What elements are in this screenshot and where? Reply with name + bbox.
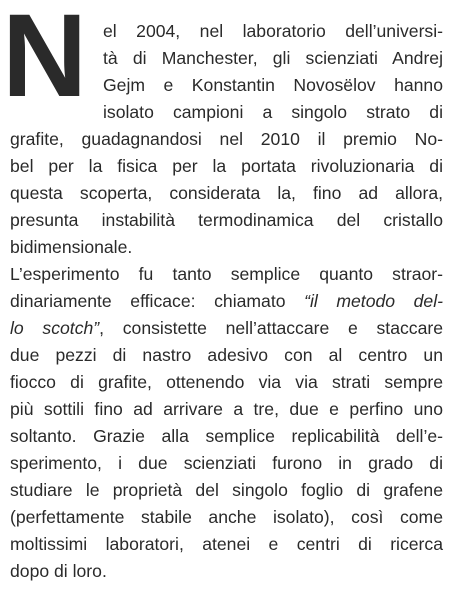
paragraph-1-line-1: el 2004, nel laboratorio dell’universi- — [103, 21, 443, 41]
paragraph-2-line-6: più sottili fino ad arrivare a tre, due e perfino uno — [10, 399, 443, 419]
paragraph-2-line-1: L’esperimento fu tanto semplice quanto straor- — [10, 264, 443, 284]
paragraph-2-line-3 — [10, 317, 443, 340]
paragraph-1-line-3: Gejm e Konstantin Novosëlov hanno — [103, 75, 443, 95]
paragraph-1-line-7: questa scoperta, considerata la, fino ad allora, — [10, 183, 443, 203]
paragraph-1-line-9: bidimensionale. — [10, 237, 133, 257]
paragraph-2-line-2 — [10, 290, 443, 313]
paragraph-2-line-8: sperimento, i due scienziati furono in grado di — [10, 453, 443, 473]
paragraph-2-line-12: dopo di loro. — [10, 561, 107, 581]
paragraph-2-line-9: studiare le proprietà del singolo foglio di grafene — [10, 480, 443, 500]
method-name-part-1: “il metodo del- — [304, 291, 443, 311]
paragraph-2-line-4: due pezzi di nastro adesivo con al centro un — [10, 345, 443, 365]
drop-cap: N — [2, 0, 86, 122]
paragraph-1-line-6: bel per la fisica per la portata rivoluzionaria di — [10, 156, 443, 176]
paragraph-2-line-3-text: , consistette nell’attaccare e staccare — [99, 318, 443, 338]
paragraph-2-line-10: (perfettamente stabile anche isolato), così come — [10, 507, 443, 527]
paragraph-1-line-4: isolato campioni a singolo strato di — [103, 102, 443, 122]
paragraph-2-line-2-text: dinariamente efficace: chiamato — [10, 291, 305, 311]
paragraph-1-line-2: tà di Manchester, gli scienziati Andrej — [103, 48, 443, 68]
paragraph-1-line-5: grafite, guadagnandosi nel 2010 il premio No- — [10, 129, 443, 149]
method-name-part-2: lo scotch” — [10, 318, 100, 338]
paragraph-1-line-8: presunta instabilità termodinamica del cristallo — [10, 210, 443, 230]
paragraph-2-line-5: fiocco di grafite, ottenendo via via strati sempre — [10, 372, 443, 392]
paragraph-2-line-11: moltissimi laboratori, atenei e centri di ricerca — [10, 534, 443, 554]
paragraph-2-line-7: soltanto. Grazie alla semplice replicabilità dell’e- — [10, 426, 443, 446]
